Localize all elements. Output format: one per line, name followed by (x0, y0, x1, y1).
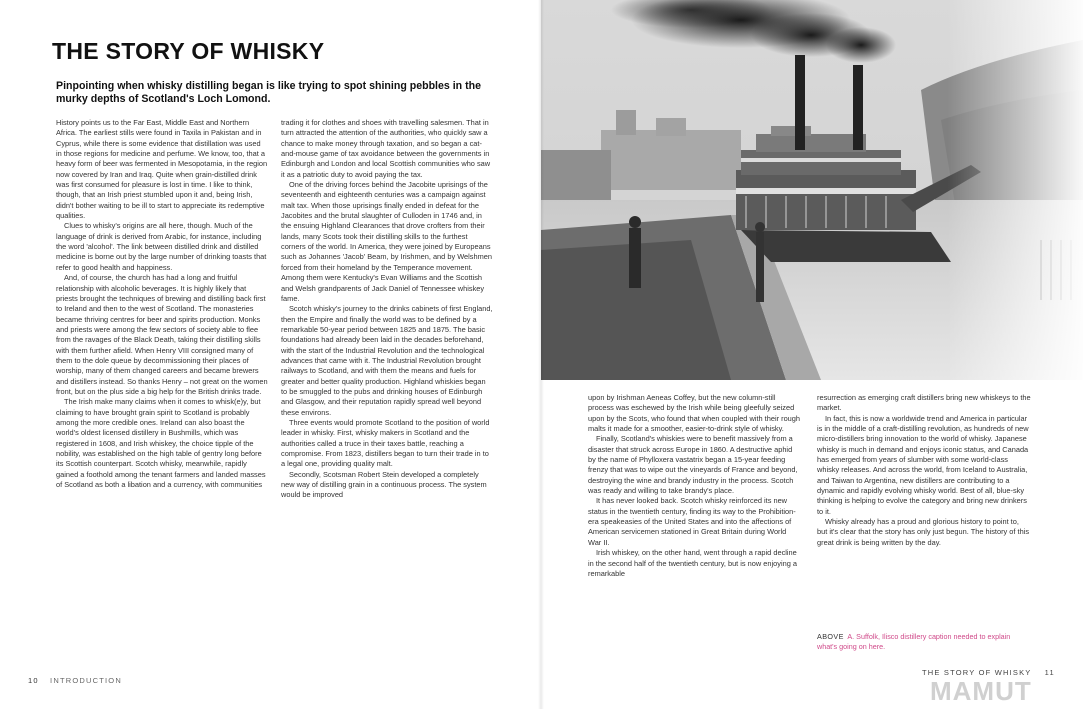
watermark-logo: MAMUT (930, 676, 1032, 706)
steamboat-photo-svg (541, 0, 1083, 380)
paragraph: trading it for clothes and shoes with travelling salesmen. That in turn attracted the attention of the authorities, who quickly saw a chance to make money through taxation, and so began a cat-and-mouse game of tax avoidance between the governments in Edinburgh and London and local Scottish communities who saw it as a patriotic duty to avoid paying the tax. (281, 118, 491, 179)
paragraph: Scotch whisky's journey to the drinks cabinets of first England, then the Empire and finally the world was to be defined by a remarkable 50-year period between 1825 and 1875. The basic foundations had already been laid in the decades beforehand, with the start of the Industrial Revolution and the technological advances that came with it. The Industrial Revolution brought railways to Scotland, and with them the means and fuels for greater and better quality production. Highland whiskies began to be smuggled to the pubs and drinking houses of Edinburgh and Glasgow, and their reputation rapidly spread well beyond these environs. (281, 304, 493, 417)
paragraph: Whisky already has a proud and glorious history to point to, but it's clear that the story has only just begun. The history of this great drink is being written by the day. (817, 517, 1030, 547)
paragraph: Three events would promote Scotland to the position of world leader in whisky. First, whisky makers in Scotland and the authorities called a truce in their taxes battle, reaching a compromise. From 1823, distillers began to turn their trade in to a legal one, providing quality malt. (281, 417, 490, 469)
page-title: THE STORY OF WHISKY (52, 38, 325, 64)
paragraph: In fact, this is now a worldwide trend and America in particular is in the middle of a craft-distilling revolution, as hundreds of new micro-distillers bring innovation to the world of whisky. Japanese whisky is much in demand and enjoys iconic status, and Canada has emerged from years of slumber with some world-class whisky releases. And across the world, from Iceland to Australia, and Taiwan to Argentina, new distillers are contributing to a dynamic and rapidly evolving whisky world. Best of all, blue-sky thinking is helping to evolve the category and bring new drinkers to it. (817, 413, 1029, 516)
book-spine-shadow (538, 0, 544, 709)
text-column-4 (817, 393, 1031, 548)
page-number-left: 10 (28, 676, 39, 685)
page-number-right: 11 (1044, 668, 1055, 677)
paragraph: Irish whiskey, on the other hand, went through a rapid decline in the second half of the twentieth century, but is now enjoying a remarkable (588, 548, 797, 578)
paragraph: One of the driving forces behind the Jacobite uprisings of the seventeenth and eighteenth centuries was a campaign against malt tax. When those uprisings finally ended in defeat for the Jacobites and the brutal slaughter of Culloden in 1746 and, in the ensuing Highland Clearances that drove crofters from their lands, many Scots took their distilling skills to the furthest corners of the world. In America, they were joined by Europeans such as Johannes 'Jacob' Beam, by Irishmen, and by Welshmen forced from their homeland by the Temperance movement. Among them were Kentucky's Evan Williams and the Scottish and Welsh grandparents of Jack Daniel of Tennessee whiskey fame. (281, 180, 492, 303)
intro-paragraph: Pinpointing when whisky distilling began is like trying to spot shining pebbles in the murky depths of Scotland's Loch Lomond. (56, 80, 481, 105)
text-column-2 (281, 118, 493, 501)
section-label-left: INTRODUCTION (50, 676, 122, 685)
paragraph: upon by Irishman Aeneas Coffey, but the new column-still process was eschewed by the Irish while being gleefully seized upon by the Scots, who found that when coupled with their rough malts it made for a smoother, easier-to-drink style of whisky. (588, 393, 801, 434)
folio-left (28, 676, 122, 685)
caption-label: ABOVE (817, 632, 844, 641)
paragraph: resurrection as emerging craft distillers bring new whiskeys to the market. (817, 393, 1031, 413)
paragraph: Clues to whisky's origins are all here, though. Much of the language of drink is derived from Arabic, for instance, including the word 'alcohol'. The link between distilled drink and distilled medicine is borne out by the large number of drinking toasts that refer to good health and happiness. (56, 221, 267, 272)
paragraph: Finally, Scotland's whiskies were to benefit massively from a disaster that struck across Europe in 1860. A destructive aphid by the name of Phylloxera vastatrix began a 15-year feeding frenzy that was to wipe out the vineyards of France and beyond, destroying the wine and brandy industry in the process. Scotch was ready and willing to take brandy's place. (588, 434, 798, 496)
paragraph: It has never looked back. Scotch whisky reinforced its new status in the twentieth century, finding its way to the Prohibition-era speakeasies of the United States and into the affections of American servicemen stationed in Great Britain during World War II. (588, 496, 796, 547)
paragraph: The Irish make many claims when it comes to whisk(e)y, but claiming to have brought grain spirit to Scotland is probably among the more credible ones. Ireland can also boast the world's oldest licensed distillery in Bushmills, which was registered in 1608, and Irish whiskey, the choice tipple of the nobility, was established on the high table of gentry long before its Scottish counterpart. Scotch whisky, meanwhile, rapidly gained a foothold among the tenant farmers and landed masses of Scotland as both a libation and a currency, with communities (56, 397, 266, 490)
steamboat-photograph (541, 0, 1083, 380)
paragraph: And, of course, the church has had a long and fruitful relationship with alcoholic beverages. It is highly likely that priests brought the techniques of brewing and distilling back first to Ireland and then to the west of Scotland. The monasteries became thriving centres for beer and spirits production. Monks and priests were among the few sectors of society able to flee from the ravages of the Black Death, taking their distilling skills with them further afield. When Henry VIII consigned many of them to the dole queue by decommissioning their places of worship, many of them changed careers and became brewers and distillers instead. So thanks Henry – not great on the women front, but on the plus side a big help for the British drinks trade. (56, 273, 268, 396)
text-column-3 (588, 393, 800, 579)
caption-text: A. Suffolk, Ilisco distillery caption needed to explain what's going on here. (817, 632, 1011, 651)
paragraph: Secondly, Scotsman Robert Stein developed a completely new way of distilling grain in a continuous process. The system would be improved (281, 469, 487, 500)
paragraph: History points us to the Far East, Middle East and Northern Africa. The earliest stills were found in Taxila in Pakistan and in Cyprus, while there is some evidence that distillation was used in those regions for medicine and perfume. We know, too, that a heavy form of beer was fermented in Mesopotamia, in the region now covered by Iran and Iraq. Quite when grain-distilled drink was first consumed for pleasure is lost in time. I like to think, though, that an Irish priest stumbled upon it and, being Irish, didn't bother waiting to be ill to start to appreciate its redemptive qualities. (56, 118, 268, 221)
photo-caption (817, 632, 1031, 652)
text-column-1 (56, 118, 268, 490)
section-label-right: THE STORY OF WHISKY (922, 668, 1032, 677)
